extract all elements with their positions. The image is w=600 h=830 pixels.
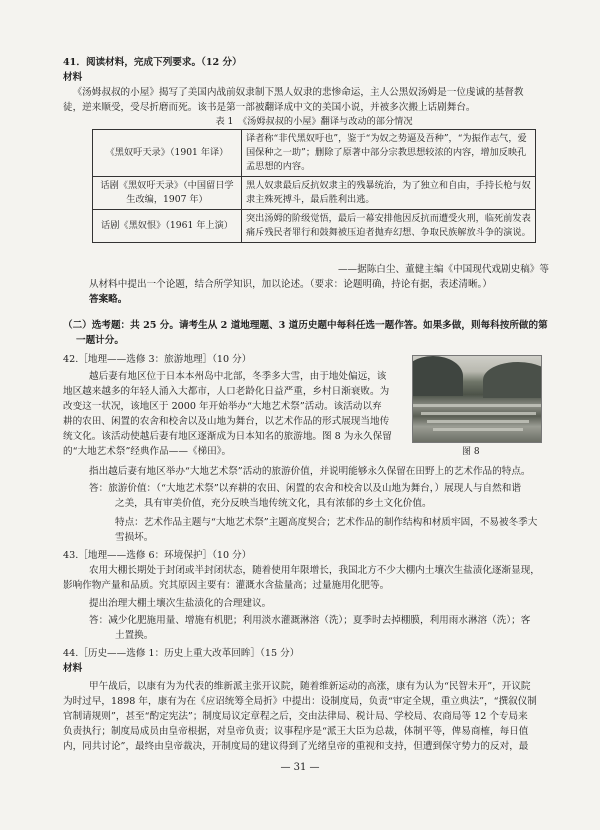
section2-line1: （二）选考题：共 25 分。请考生从 2 道地理题、3 道历史题中每科任选一题作答。如果多做，则每科按所做的第 [63,320,548,331]
answer-text: 旅游价值：（“大地艺术祭”以弃耕的农田、闲置的农舍和校舍以及山地为舞台，）展现人与自然和谐 [108,483,521,494]
answer-label: 答： [89,483,109,494]
q42-answer-line3: 特点：艺术作品主题与“大地艺术祭”主题高度契合；艺术作品的制作结构和材质牢固，不易被冬季大 [115,517,538,528]
figure-caption: 图 8 [462,447,480,457]
q42-answer-line1 [89,481,521,496]
page-number: — 31 — [280,762,320,773]
q41-material-label: 材料 [63,72,83,83]
q44-p3: 官制请规则”，甚至“酌定宪法”；制度局议定章程之后，交由法律局、税计局、学校局、农商局等 12 个专局来 [63,711,528,722]
q41-answer: 答案略。 [89,294,128,305]
q41-intro-line1: 《汤姆叔叔的小屋》揭写了美国内战前奴隶制下黑人奴隶的悲惨命运，主人公黑奴汤姆是一位虔诚的基督教 [72,87,524,98]
table-cell-desc: 黑人奴隶最后反抗奴隶主的残暴统治，为了独立和自由，手持长枪与奴隶主殊死搏斗，最后胜利出逃。 [242,177,536,210]
q41-header: 41．阅读材料，完成下列要求。（12 分） [63,57,242,68]
q41-intro-line2: 徒，逆来顺受，受尽折磨而死。该书是第一部被翻译成中文的美国小说，并被多次搬上话剧舞台。 [63,102,476,113]
q41-task: 从材料中提出一个论题，结合所学知识，加以论述。（要求：论题明确，持论有据，表述清晰。） [89,279,492,290]
q44-p5: 内，同共讨论”，最终由皇帝裁决，开制度局的建议得到了光绪皇帝的重视和支持，但遭到保守势力的反对，最 [63,741,529,752]
table-cell-title: 《黑奴吁天录》（1901 年译） [93,130,242,177]
table-row [93,177,536,210]
q42-p6: 的“大地艺术祭”经典作品——《梯田》。 [63,446,232,457]
q44-p1: 甲午战后，以康有为为代表的维新派主张开议院，随着维新运动的高涨，康有为认为“民智未开”，开议院 [89,681,531,692]
table-cell-desc: 译者称“非代黑奴吁也”，鉴于“为奴之势逼及吾种”，“为振作志气，爱国保种之一助”；删除了原著中部分宗教思想较浓的内容，增加反映孔孟思想的内容。 [242,130,536,177]
q42-p2: 地区越来越多的年轻人涌入大都市，人口老龄化日益严重，乡村日渐衰败。为 [63,386,390,397]
translation-table [92,129,536,243]
q44-material-label: 材料 [63,663,83,674]
answer-text: 减少化肥施用量、增施有机肥；利用淡水灌溉淋溶（洗）；夏季时去掉棚膜，利用雨水淋溶（洗）；客 [108,615,531,626]
answer-label: 答： [89,615,109,626]
terraced-field-photo [412,355,542,443]
table-title: 表 1 《汤姆叔叔的小屋》翻译与改动的部分情况 [215,116,413,127]
q43-p1: 农用大棚长期处于封闭或半封闭状态，随着使用年限增长，我国北方不少大棚内土壤次生盐渍化逐渐显现， [89,565,540,576]
q43-answer-line1 [89,613,530,628]
table-row [93,130,536,177]
q41-source: ——据陈白尘、董健主编《中国现代戏剧史稿》等 [337,264,549,275]
q43-task: 提出治理大棚土壤次生盐渍化的合理建议。 [89,598,272,609]
q42-task: 指出越后妻有地区举办“大地艺术祭”活动的旅游价值，并说明能够永久保留在田野上的艺术作品的特点。 [89,466,531,477]
q44-p2: 为时过早，1898 年，康有为在《应诏统筹全局折》中提出：设制度局，负责“审定全规，重立典法”，“撰叙仪制 [63,696,537,707]
q44-header: 44.［历史——选修 1：历史上重大改革回眸］（15 分） [63,648,300,659]
q43-header: 43.［地理——选修 6：环境保护］（10 分） [63,550,252,561]
q42-p3: 改变这一状况，该地区于 2000 年开始举办“大地艺术祭”活动。该活动以弃 [63,401,382,412]
q42-p1: 越后妻有地区位于日本本州岛中北部，冬季多大雪，由于地处偏远，该 [89,371,387,382]
q42-header: 42.［地理——选修 3：旅游地理］（10 分） [63,354,252,365]
section2-line2: 一题计分。 [76,335,124,346]
table-cell-desc: 突出汤姆的阶级觉悟，最后一幕安排他因反抗而遭受火刑，临死前发表痛斥残民者罪行和鼓舞被压迫者抛弃幻想、争取民族解放斗争的演说。 [242,210,536,243]
q42-p5: 统文化。该活动使越后妻有地区逐渐成为日本知名的旅游地。图 8 为永久保留 [63,431,392,442]
table-cell-title: 话剧《黑奴吁天录》（中国留日学生改编，1907 年） [93,177,242,210]
q43-p2: 影响作物产量和品质。究其原因主要有：灌溉水含盐量高；过量施用化肥等。 [63,580,390,591]
q43-answer-line2: 土置换。 [115,630,154,641]
q42-answer-line4: 雪损坏。 [115,532,154,543]
table-cell-title: 话剧《黑奴恨》（1961 年上演） [93,210,242,243]
q42-answer-line2: 之美，具有审美价值，充分反映当地传统文化，具有浓郁的乡土文化价值。 [115,498,432,509]
q42-p4: 耕的农田、闲置的农舍和校舍以及山地为舞台，以艺术作品的形式展现当地传 [63,416,390,427]
table-row [93,210,536,243]
q44-p4: 负责执行；制度局成员由皇帝根据，对皇帝负责；议事程序是“派王大臣为总裁，体制平等，俾易商榷，每日值 [63,726,529,737]
